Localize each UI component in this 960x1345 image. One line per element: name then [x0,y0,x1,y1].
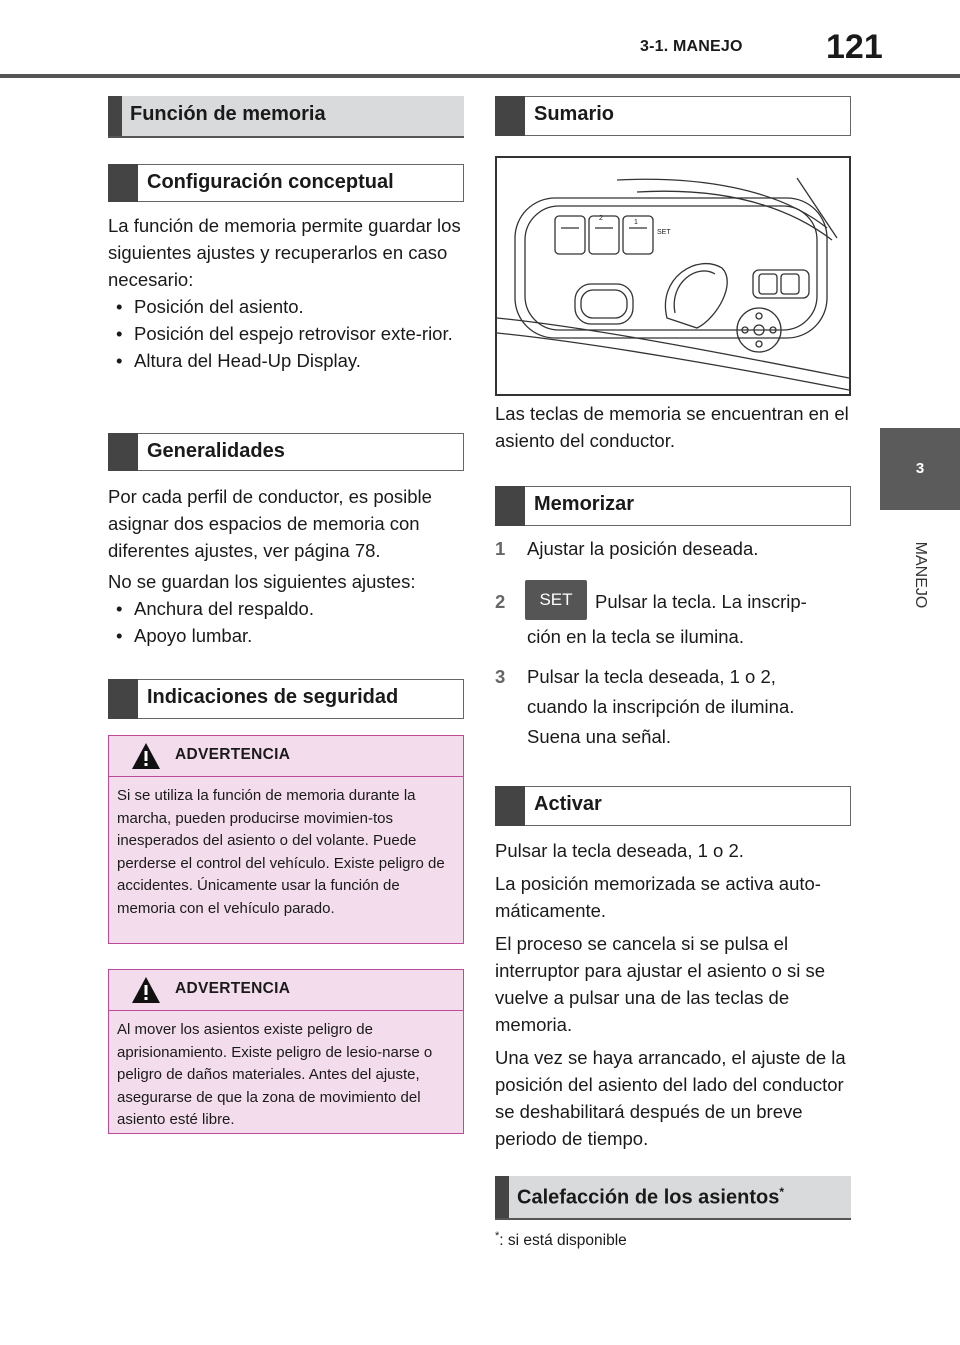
heading-seat-heating [495,1176,851,1220]
heading-general-text: Generalidades [147,440,285,462]
heading-summary [495,96,851,136]
heading-memorize [495,486,851,526]
set-key-icon: SET [525,580,587,620]
step-2 [495,580,851,660]
heading-concept-text: Configuración conceptual [147,171,394,193]
step-number: 3 [495,666,506,687]
footnote [495,1230,627,1250]
warning-triangle-icon [131,976,161,1004]
heading-activate [495,786,851,826]
heading-activate-text: Activar [534,793,602,815]
activate-paragraph: El proceso se cancela si se pulsa el interruptor para ajustar el asiento o si se vuelve a pulsar una de las teclas de memoria. [495,933,826,1035]
bullet-item: • Apoyo lumbar. [108,622,464,649]
step-text-cont: cuando la inscripción de ilumina. [527,696,795,717]
key-label-set: SET [657,229,671,236]
chapter-tab-label: MANEJO [912,541,929,609]
step-text: Ajustar la posición deseada. [527,538,759,559]
step-text: Pulsar la tecla. La inscrip- [595,591,807,612]
heading-memory-function-text: Función de memoria [130,103,326,125]
key-label-2: 2 [599,215,603,222]
heading-seat-heating-text: Calefacción de los asientos* [517,1185,784,1209]
general-body [108,483,464,649]
warning-triangle-icon [131,742,161,770]
heading-summary-text: Sumario [534,103,615,125]
section-title: 3-1. MANEJO [640,38,743,55]
step-text-cont: Suena una señal. [527,726,672,747]
footnote-text: : si está disponible [499,1232,627,1250]
activate-paragraph: La posición memorizada se activa auto-máticamente. [495,873,821,921]
warning-title: ADVERTENCIA [175,746,291,763]
seat-control-illustration [495,156,851,396]
step-3 [495,663,851,753]
warning-text: Al mover los asientos existe peligro de aprisionamiento. Existe peligro de lesio-narse o peligro de daños materiales. Antes del ajuste, asegurarse de que la zona de movimiento del asiento esté libre. [117,1021,433,1128]
bullet-item: • Anchura del respaldo. [108,595,464,622]
warning-title: ADVERTENCIA [175,980,291,997]
concept-body [108,212,464,374]
heading-safety-text: Indicaciones de seguridad [147,686,399,708]
summary-paragraph: Las teclas de memoria se encuentran en el asiento del conductor. [495,403,849,451]
header-rule [0,74,960,78]
page-number: 121 [826,28,883,66]
heading-memorize-text: Memorizar [534,493,635,515]
heading-safety [108,679,464,719]
heading-memory-function [108,96,464,138]
activate-body [495,837,851,1152]
footnote-mark: * [495,1230,500,1242]
activate-paragraph: Pulsar la tecla deseada, 1 o 2. [495,840,744,861]
bullet-item: • Posición del asiento. [108,293,464,320]
step-text: Pulsar la tecla deseada, 1 o 2, [527,666,776,687]
step-text-cont: ción en la tecla se ilumina. [527,626,744,647]
seat-panel-drawing [497,158,849,394]
bullet-item: • Altura del Head-Up Display. [108,347,464,374]
warning-box [108,735,464,944]
activate-paragraph: Una vez se haya arrancado, el ajuste de la posición del asiento del lado del conductor se deshabilitará después de un breve periodo de tiempo. [495,1047,846,1149]
step-number: 2 [495,591,506,612]
chapter-tab-number: 3 [880,428,960,510]
step-1 [495,535,851,565]
key-label-1: 1 [634,219,638,226]
heading-concept [108,164,464,202]
heading-general [108,433,464,471]
step-number: 1 [495,538,506,559]
concept-paragraph: La función de memoria permite guardar los siguientes ajustes y recuperarlos en caso necesario: [108,215,461,290]
bullet-item: • Posición del espejo retrovisor exte-rior. [108,320,464,347]
general-paragraph: Por cada perfil de conductor, es posible asignar dos espacios de memoria con diferentes ajustes, ver página 78. [108,486,432,561]
warning-box [108,969,464,1134]
warning-text: Si se utiliza la función de memoria durante la marcha, pueden producirse movimien-tos inesperados del asiento o del volante. Puede perderse el control del vehículo. Existe peligro de accidentes. Únicamente usar la función de memoria con el vehículo parado. [117,787,445,917]
general-paragraph: No se guardan los siguientes ajustes: [108,571,416,592]
chapter-tab [880,510,960,640]
